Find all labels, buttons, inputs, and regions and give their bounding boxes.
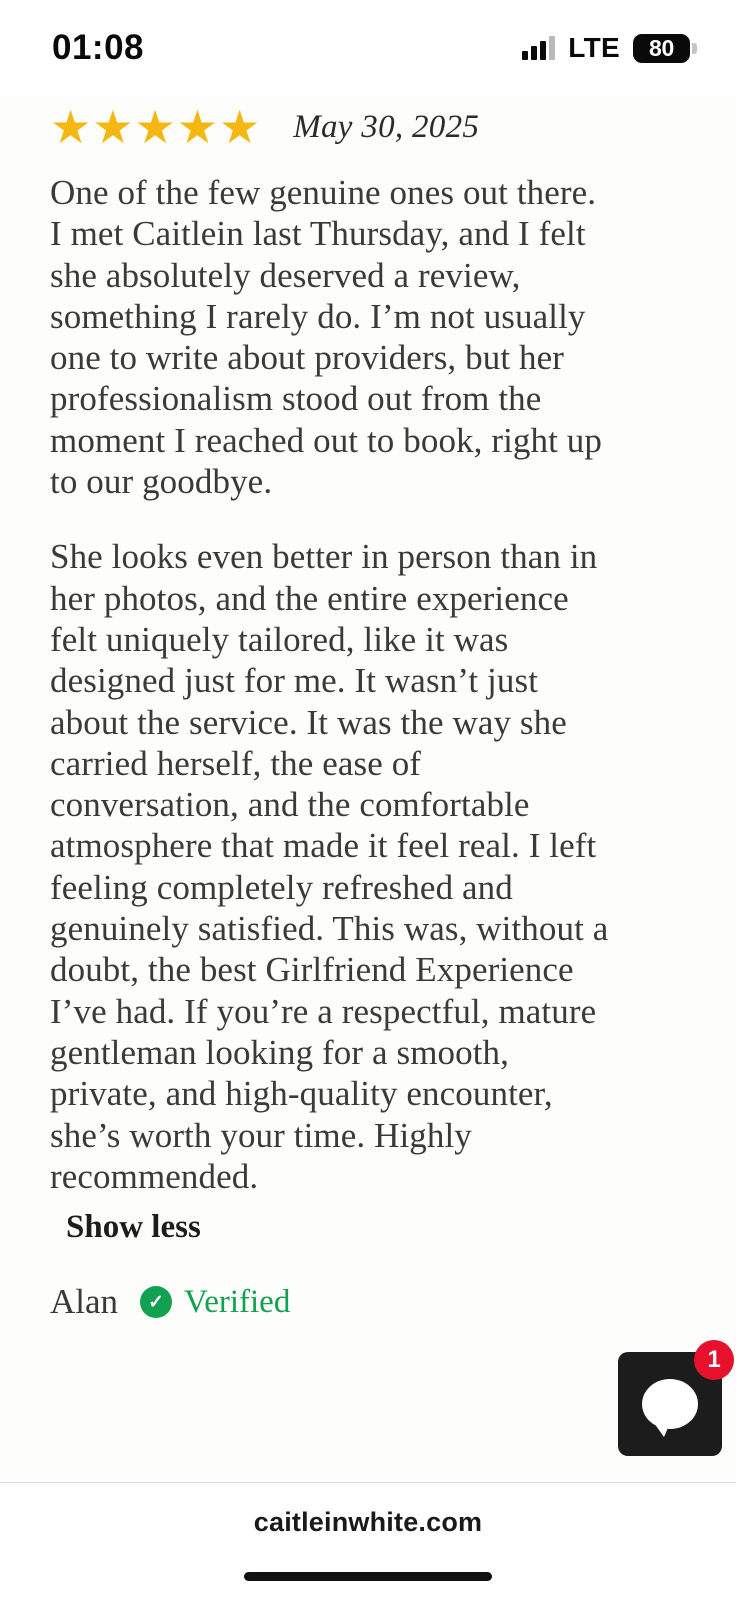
status-time: 01:08 bbox=[52, 28, 145, 67]
network-label: LTE bbox=[568, 32, 620, 63]
review-paragraph: She looks even better in person than in her photos, and the entire experience felt uniquely tailored, like it was designed just for me. It wasn’t just about the service. It was the way she carried herself, the ease of conversation, and the comfortable atmosphere that made it feel real. I left feeling completely refreshed and genuinely satisfied. This was, without a doubt, the best Girlfriend Experience I’ve had. If you’re a respectful, mature gentleman looking for a smooth, private, and high-quality encounter, she’s worth your time. Highly recommended. bbox=[50, 537, 609, 1196]
reviewer-name: Alan bbox=[50, 1282, 119, 1322]
cellular-bars-icon bbox=[522, 36, 555, 60]
star-rating-icon: ★★★★★ bbox=[50, 101, 262, 153]
review-date: May 30, 2025 bbox=[293, 108, 480, 145]
chat-unread-badge: 1 bbox=[694, 1340, 734, 1380]
show-less-button[interactable]: Show less bbox=[66, 1209, 201, 1246]
chat-bubble-icon bbox=[642, 1379, 698, 1429]
browser-bottom-bar bbox=[0, 1482, 736, 1600]
verified-label: Verified bbox=[184, 1283, 291, 1320]
status-badge bbox=[140, 1284, 290, 1321]
review-paragraph: One of the few genuine ones out there. I met Caitlein last Thursday, and I felt she absolutely deserved a review, something I rarely do. I’m not usually one to write about providers, but her professionalism stood out from the moment I reached out to book, right up to our goodbye. bbox=[50, 173, 603, 502]
home-indicator[interactable] bbox=[244, 1572, 492, 1581]
status-bar bbox=[0, 0, 736, 96]
verified-check-icon: ✓ bbox=[140, 1286, 172, 1318]
review-header bbox=[50, 96, 696, 153]
chat-widget-button[interactable] bbox=[618, 1346, 722, 1456]
reviewer-row bbox=[50, 1282, 696, 1322]
review-content bbox=[0, 96, 736, 1482]
site-url[interactable]: caitleinwhite.com bbox=[253, 1507, 483, 1537]
review-body bbox=[50, 172, 696, 1197]
status-indicators bbox=[522, 32, 690, 64]
battery-level: 80 bbox=[649, 34, 674, 61]
battery-icon bbox=[633, 34, 690, 63]
